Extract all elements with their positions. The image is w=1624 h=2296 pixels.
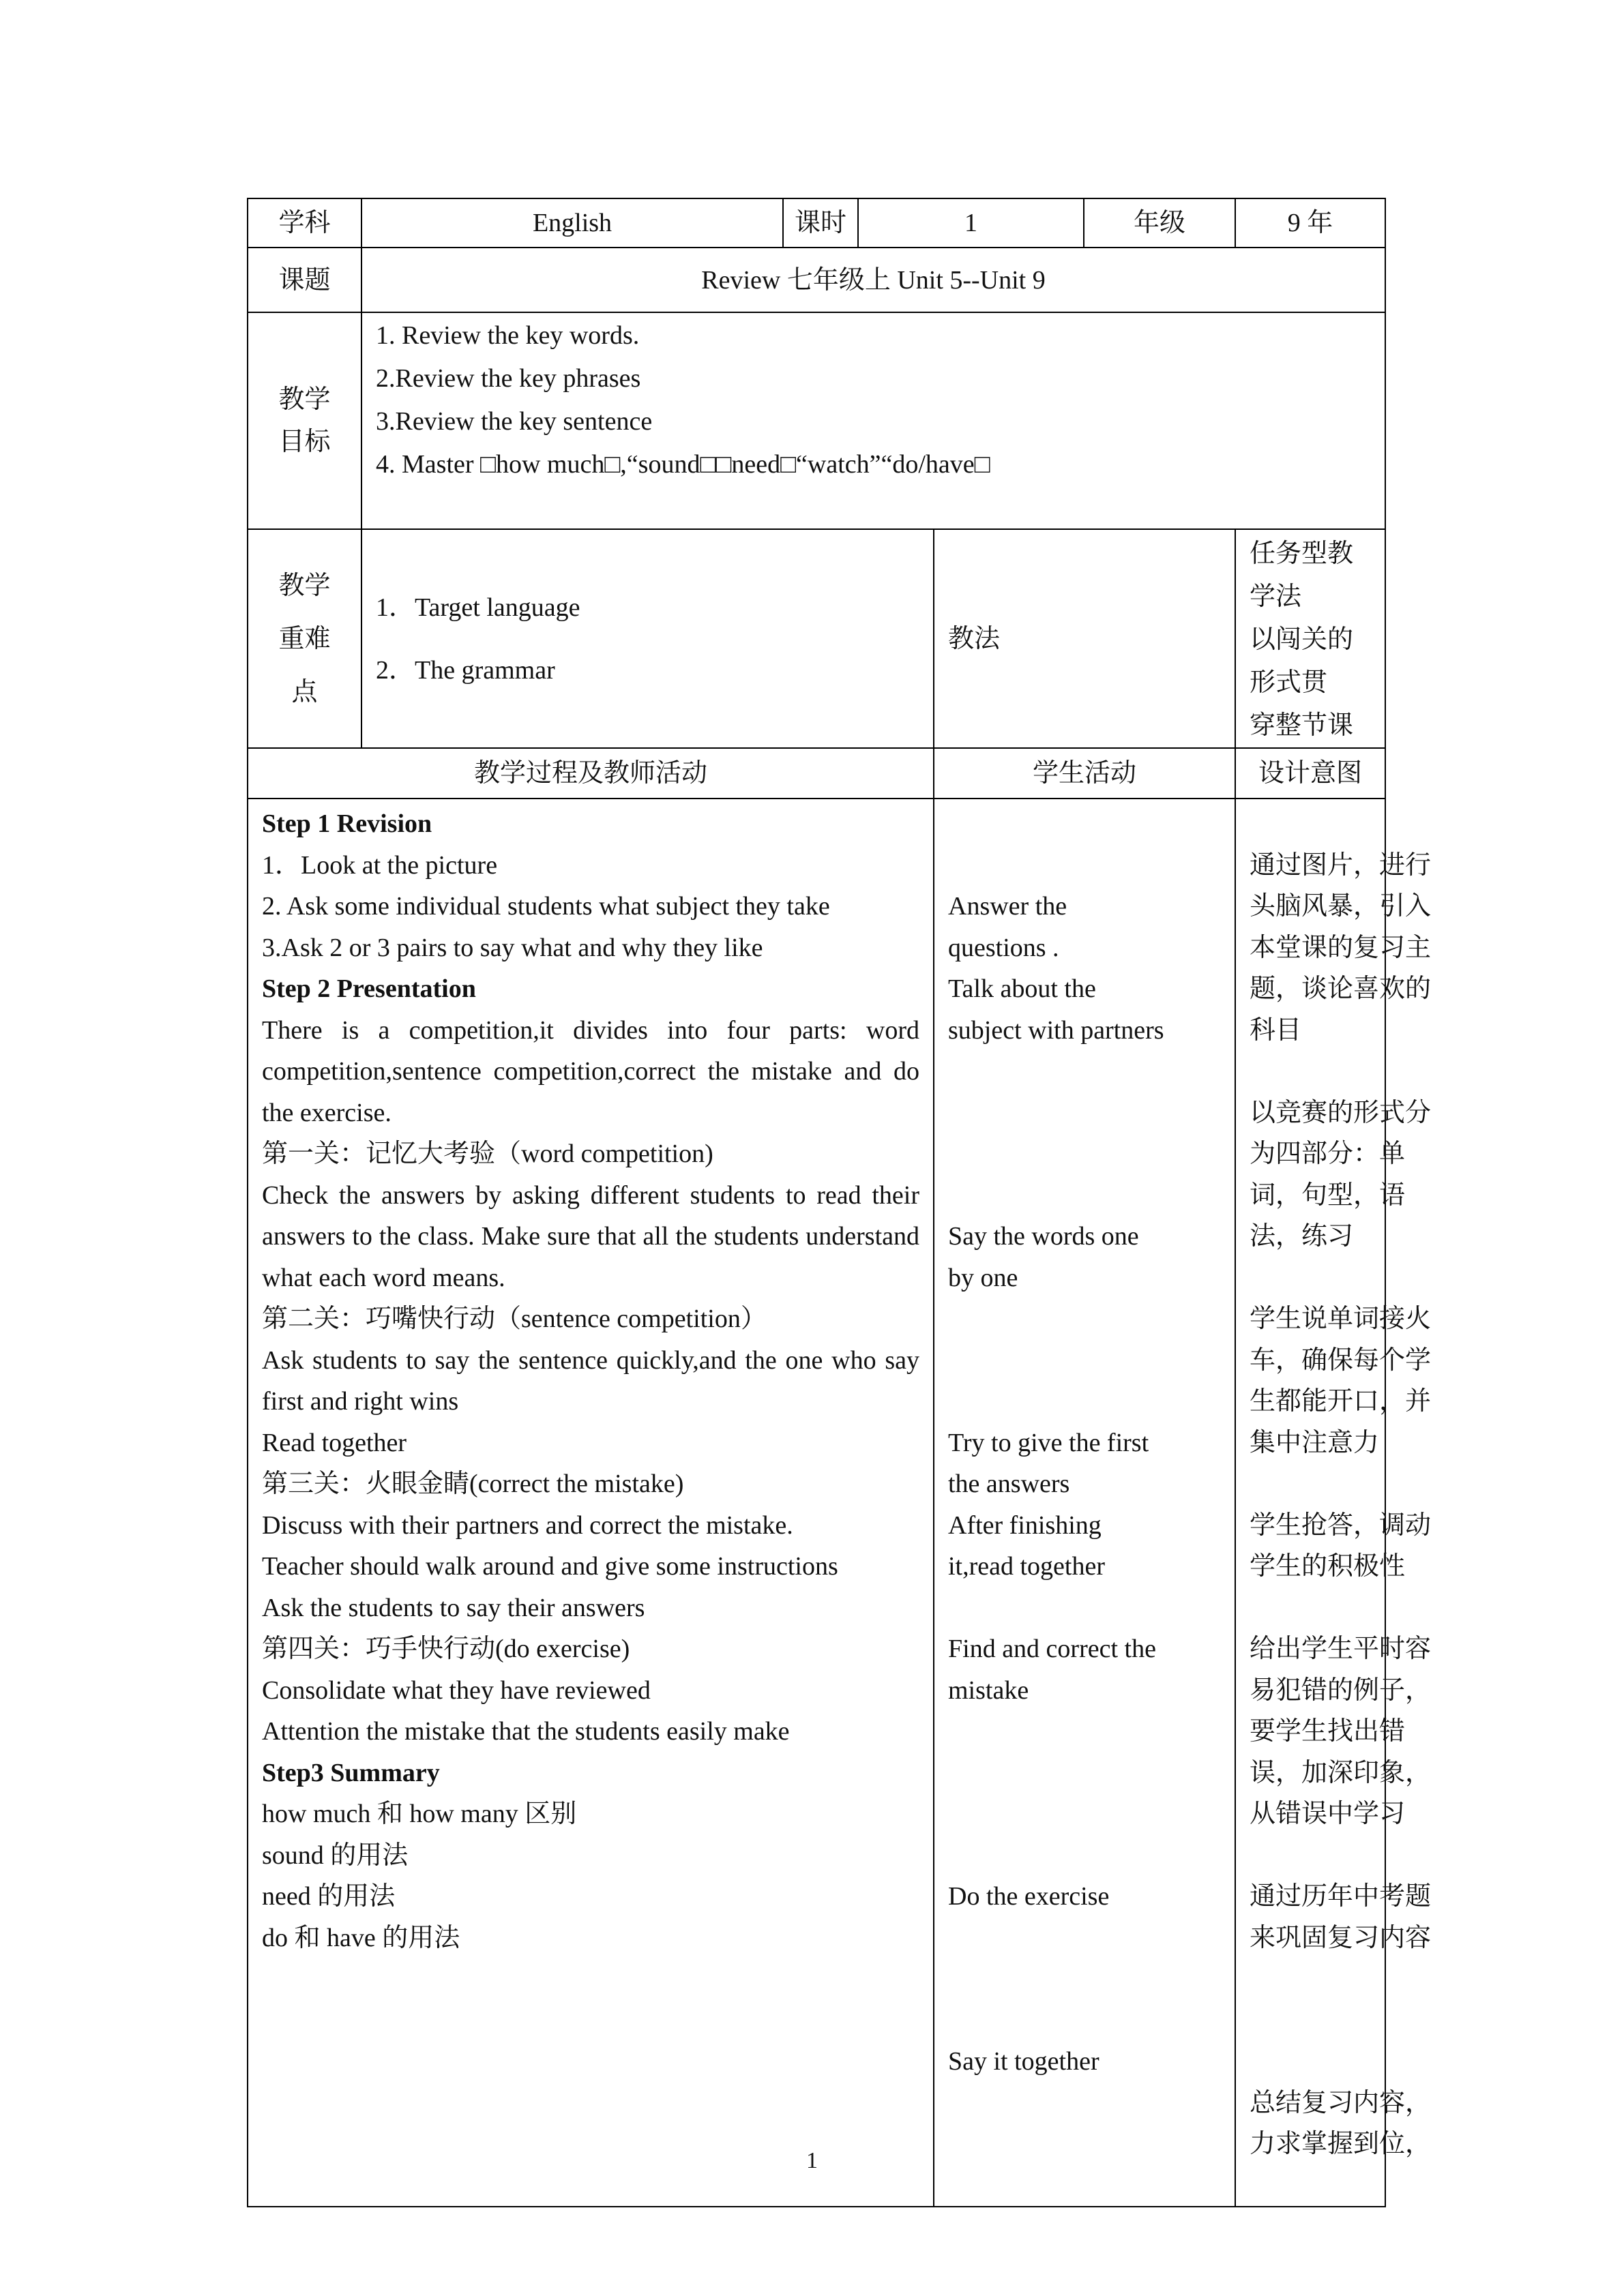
difficulties-label (248, 529, 361, 748)
lesson-plan-table (247, 198, 1432, 2207)
design-intent-line (1250, 2000, 1371, 2042)
difficulties-label-line: 重难 (278, 624, 331, 653)
process-line: 1．Look at the picture (262, 850, 498, 880)
design-intent-line: 误，加深印象， (1250, 1758, 1432, 1787)
topic-row (248, 248, 1385, 312)
intent-header: 设计意图 (1235, 748, 1385, 799)
student-activity-line: Talk about the (948, 974, 1096, 1003)
design-intent-line: 本堂课的复习主 (1250, 933, 1432, 962)
objective-item: 4. Master □how much□,“sound□□need□“watch”“do/have□ (376, 450, 990, 479)
subject-value: English (361, 198, 783, 248)
design-intent (1235, 799, 1432, 2207)
method-value (1235, 529, 1385, 748)
design-intent-line: 要学生找出错 (1250, 1717, 1406, 1746)
student-activity-line (948, 1835, 1221, 1877)
design-intent-line: 学生的积极性 (1250, 1552, 1406, 1581)
student-activity-line: After finishing (948, 1510, 1102, 1540)
student-activity-line (948, 1175, 1221, 1217)
process-line: 第四关：巧手快行动(do exercise) (262, 1635, 630, 1663)
design-intent-line: 来巩固复习内容 (1250, 1923, 1432, 1952)
header-row (248, 198, 1385, 248)
topic-value: Review 七年级上 Unit 5--Unit 9 (361, 248, 1385, 312)
design-intent-line: 学生抢答，调动 (1250, 1510, 1432, 1540)
grade-label: 年级 (1084, 198, 1235, 248)
student-activity-line: Try to give the first (948, 1428, 1149, 1457)
process-line: 第一关：记忆大考验（word competition) (262, 1139, 713, 1168)
student-activity-line (948, 1587, 1221, 1629)
objective-item: 3.Review the key sentence (376, 407, 653, 436)
design-intent-line: 通过图片，进行 (1250, 850, 1432, 880)
process-line: Teacher should walk around and give some instructions (262, 1552, 838, 1581)
design-intent-line (1250, 1587, 1371, 1629)
student-activity-line: Say it together (948, 2047, 1099, 2076)
process-line: 第三关：火眼金睛(correct the mistake) (262, 1470, 684, 1498)
design-intent-line: 头脑风暴，引入 (1250, 892, 1432, 921)
difficulty-item: 2．The grammar (376, 655, 555, 685)
process-line: Read together (262, 1428, 407, 1457)
student-activity-line (948, 1133, 1221, 1175)
process-line: sound 的用法 (262, 1840, 409, 1870)
page-number: 1 (806, 2148, 818, 2173)
process-line: Step 1 Revision (262, 809, 432, 838)
student-activity-line (948, 1793, 1221, 1835)
student-activity-line (948, 1298, 1221, 1340)
design-intent-line: 为四部分：单 (1250, 1139, 1406, 1168)
objectives-label-line-2: 目标 (278, 428, 331, 456)
process-line: do 和 have 的用法 (262, 1923, 460, 1952)
student-activity-line: Say the words one (948, 1222, 1139, 1251)
student-activities (934, 799, 1235, 2207)
student-header: 学生活动 (934, 748, 1235, 799)
design-intent-line (1250, 1051, 1371, 1092)
student-activity-line: the answers (948, 1470, 1070, 1498)
design-intent-line (1250, 1463, 1371, 1505)
process-line: Attention the mistake that the students easily make (262, 1717, 790, 1746)
student-activity-line (948, 1381, 1221, 1422)
student-activity-line (948, 2083, 1221, 2124)
process-line: Discuss with their partners and correct the mistake. (262, 1510, 793, 1540)
student-activity-line: mistake (948, 1675, 1029, 1705)
process-line: Step3 Summary (262, 1758, 440, 1787)
design-intent-line (1250, 1835, 1371, 1877)
difficulties-row (248, 529, 1385, 748)
design-intent-line: 力求掌握到位， (1250, 2130, 1432, 2158)
student-activity-line (948, 803, 1221, 845)
design-intent-line: 学生说单词接火 (1250, 1304, 1432, 1333)
design-intent-line: 生都能开口，并 (1250, 1387, 1432, 1416)
student-activity-line: Answer the (948, 892, 1067, 921)
process-line: 2. Ask some individual students what subject they take (262, 892, 830, 921)
process-line: Ask students to say the sentence quickly,and the one who say first and right wins (262, 1345, 919, 1416)
teacher-activities (248, 799, 934, 2207)
design-intent-line: 从错误中学习 (1250, 1800, 1406, 1828)
design-intent-line: 车，确保每个学 (1250, 1345, 1432, 1375)
design-intent-line: 通过历年中考题 (1250, 1882, 1432, 1911)
design-intent-line: 科目 (1250, 1015, 1302, 1045)
student-activity-line (948, 1711, 1221, 1753)
objective-item: 1. Review the key words. (376, 321, 640, 350)
design-intent-line: 给出学生平时容 (1250, 1635, 1432, 1663)
difficulty-item: 1．Target language (376, 593, 580, 622)
design-intent-line (1250, 803, 1371, 845)
process-line: how much 和 how many 区别 (262, 1800, 577, 1828)
objectives-row (248, 312, 1385, 529)
design-intent-line: 集中注意力 (1250, 1428, 1380, 1457)
design-intent-line: 总结复习内容， (1250, 2088, 1432, 2117)
topic-label: 课题 (248, 248, 361, 312)
process-header-row (248, 748, 1385, 799)
process-line: Check the answers by asking different students to read their answers to the class. Make sure that all the students understand what each word means. (262, 1180, 919, 1292)
student-activity-line: questions . (948, 933, 1059, 962)
student-activity-line (948, 1753, 1221, 1794)
design-intent-line: 词，句型，语 (1250, 1180, 1406, 1210)
design-intent-line: 以竞赛的形式分 (1250, 1098, 1432, 1127)
objectives-list (361, 312, 1385, 529)
objective-item: 2.Review the key phrases (376, 364, 641, 393)
process-header: 教学过程及教师活动 (248, 748, 934, 799)
student-activity-line (948, 1051, 1221, 1092)
process-body-row (248, 799, 1385, 2207)
difficulties-list (361, 529, 934, 748)
subject-label: 学科 (248, 198, 361, 248)
objectives-label-line-1: 教学 (278, 385, 331, 414)
method-line: 任务型教学法 (1250, 539, 1354, 611)
student-activity-line: Find and correct the (948, 1635, 1156, 1663)
process-line: 3.Ask 2 or 3 pairs to say what and why they like (262, 933, 763, 962)
design-intent-line: 题，谈论喜欢的 (1250, 974, 1432, 1003)
method-line: 穿整节课 (1250, 711, 1354, 740)
design-intent-line (1250, 1257, 1371, 1299)
process-line: Ask the students to say their answers (262, 1593, 645, 1622)
difficulties-label-line: 教学 (278, 571, 331, 600)
process-line: There is a competition,it divides into four parts: word competition,sentence competition,correct the mistake and do the exercise. (262, 1015, 919, 1127)
process-line: need 的用法 (262, 1882, 396, 1911)
student-activity-line (948, 2000, 1221, 2042)
method-label: 教法 (934, 529, 1235, 748)
design-intent-line (1250, 1958, 1371, 2000)
student-activity-line: it,read together (948, 1552, 1106, 1581)
period-value: 1 (858, 198, 1084, 248)
design-intent-line: 法，练习 (1250, 1222, 1354, 1251)
objectives-label (248, 312, 361, 529)
student-activity-line: Do the exercise (948, 1882, 1110, 1911)
process-line: Step 2 Presentation (262, 974, 476, 1003)
student-activity-line: subject with partners (948, 1015, 1164, 1045)
design-intent-line: 易犯错的例子， (1250, 1675, 1432, 1705)
process-line: Consolidate what they have reviewed (262, 1675, 651, 1705)
student-activity-line (948, 845, 1221, 886)
student-activity-line (948, 1092, 1221, 1134)
student-activity-line: by one (948, 1263, 1018, 1292)
process-line: 第二关：巧嘴快行动（sentence competition） (262, 1304, 767, 1333)
period-label: 课时 (783, 198, 858, 248)
grade-value: 9 年 (1235, 198, 1385, 248)
method-line: 以闯关的形式贯 (1250, 625, 1354, 697)
student-activity-line (948, 1340, 1221, 1382)
design-intent-line (1250, 2041, 1371, 2083)
student-activity-line (948, 1958, 1221, 2000)
student-activity-line (948, 1918, 1221, 1959)
difficulties-label-line: 点 (291, 677, 318, 706)
